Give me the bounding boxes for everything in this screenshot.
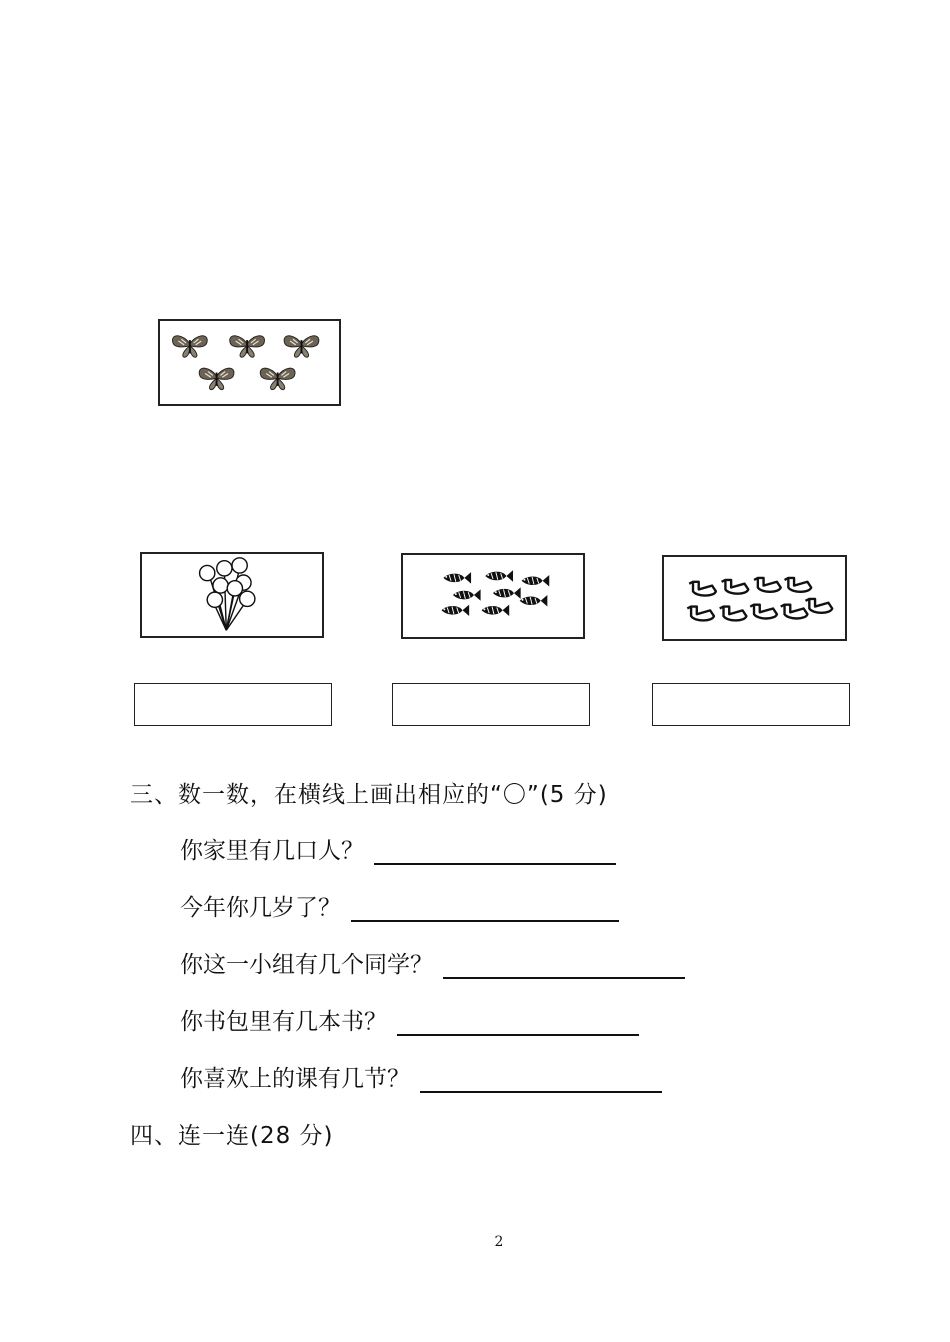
question-row	[180, 1003, 639, 1036]
balloon-picture-box	[140, 552, 324, 638]
duck-picture-box	[662, 555, 847, 641]
question-row	[180, 889, 619, 922]
answer-box-balloons[interactable]	[134, 683, 332, 726]
answer-line[interactable]	[420, 1067, 662, 1093]
butterfly-icon	[160, 321, 339, 404]
question-text: 你书包里有几本书？	[180, 1009, 387, 1035]
answer-box-fish[interactable]	[392, 683, 590, 726]
answer-box-ducks[interactable]	[652, 683, 850, 726]
fish-picture-box	[401, 553, 585, 639]
question-text: 今年你几岁了？	[180, 895, 341, 921]
question-row	[180, 946, 685, 979]
question-text: 你家里有几口人？	[180, 838, 364, 864]
section-four-heading: 四、连一连(28 分)	[130, 1123, 334, 1149]
answer-line[interactable]	[351, 896, 619, 922]
duck-icon	[664, 557, 845, 639]
question-text: 你这一小组有几个同学？	[180, 952, 433, 978]
answer-line[interactable]	[397, 1010, 639, 1036]
fish-icon	[403, 555, 583, 637]
balloon-icon	[142, 554, 322, 636]
butterfly-picture-box	[158, 319, 341, 406]
section-three-heading: 三、数一数，在横线上画出相应的“〇”(5 分)	[130, 782, 608, 808]
question-row	[180, 832, 616, 865]
question-row	[180, 1060, 662, 1093]
question-text: 你喜欢上的课有几节？	[180, 1066, 410, 1092]
page-number: 2	[494, 1234, 504, 1250]
answer-line[interactable]	[374, 839, 616, 865]
answer-line[interactable]	[443, 953, 685, 979]
